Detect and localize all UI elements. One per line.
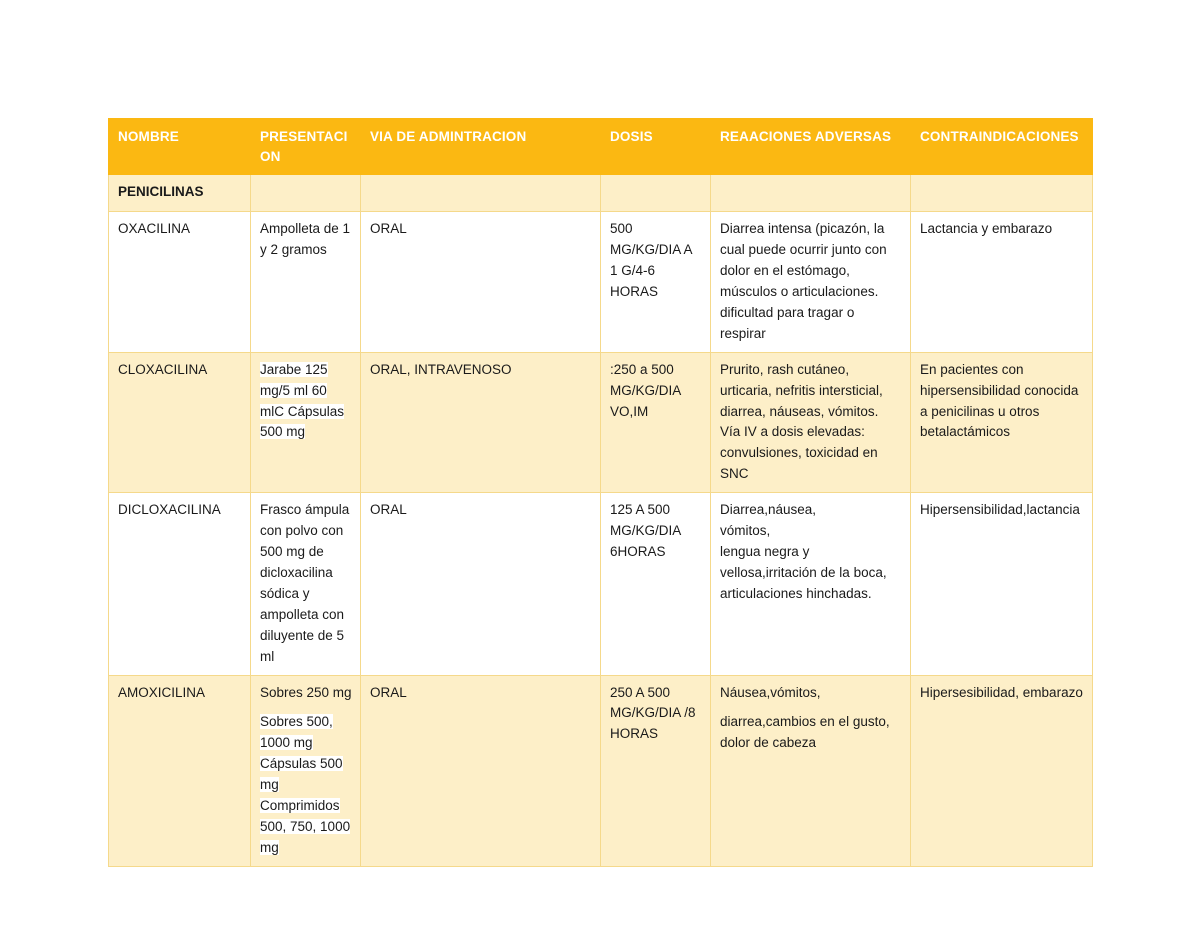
cell-reacciones: Prurito, rash cutáneo, urticaria, nefritis intersticial, diarrea, náuseas, vómitos. Vía IV a dosis elevadas: convulsiones, toxicidad en SNC [711,352,911,493]
table-body [109,175,1093,867]
cell-reacciones: Diarrea intensa (picazón, la cual puede ocurrir junto con dolor en el estómago, músculos o articulaciones. dificultad para tragar o respirar [711,212,911,353]
group-row-empty-presentacion [251,175,361,212]
cell-reacciones [711,675,911,866]
cell-presentacion [251,675,361,866]
cell-via: ORAL [361,493,601,675]
drug-table [108,118,1093,867]
group-row-empty-via [361,175,601,212]
table-header-row [109,119,1093,175]
cell-via: ORAL, INTRAVENOSO [361,352,601,493]
column-header-reacciones: REAACIONES ADVERSAS [711,119,911,175]
highlighted-text [720,683,902,755]
drug-table-container [108,118,1092,867]
reaction-line: Diarrea,náusea, [720,502,817,518]
reaction-line: vómitos, [720,523,771,539]
cell-contraindicaciones: En pacientes con hipersensibilidad conocida a penicilinas u otros betalactámicos [911,352,1093,493]
table-row [109,352,1093,493]
table-row [109,212,1093,353]
cell-via: ORAL [361,675,601,866]
reaction-line: lengua negra y vellosa,irritación de la boca, [720,544,887,580]
column-header-contraindicaciones: CONTRAINDICACIONES [911,119,1093,175]
table-row [109,675,1093,866]
cell-dosis: :250 a 500 MG/KG/DIA VO,IM [601,352,711,493]
cell-contraindicaciones: Lactancia y embarazo [911,212,1093,353]
column-header-nombre: NOMBRE [109,119,251,175]
group-row-empty-dosis [601,175,711,212]
cell-contraindicaciones: Hipersesibilidad, embarazo [911,675,1093,866]
table-row [109,493,1093,675]
reaction-line: articulaciones hinchadas. [720,585,872,601]
group-row-empty-reacciones [711,175,911,212]
cell-presentacion [251,352,361,493]
cell-nombre: CLOXACILINA [109,352,251,493]
cell-nombre: DICLOXACILINA [109,493,251,675]
highlighted-text: Sobres 500, 1000 mg Cápsulas 500 mg Comprimidos 500, 750, 1000 mg [260,714,351,856]
cell-dosis: 500 MG/KG/DIA A 1 G/4-6 HORAS [601,212,711,353]
table-group-row-penicilinas [109,175,1093,212]
highlighted-text: Jarabe 125 mg/5 ml 60 mlC Cápsulas 500 mg [260,361,345,440]
column-header-presentacion: PRESENTACI ON [251,119,361,175]
cell-dosis: 125 A 500 MG/KG/DIA 6HORAS [601,493,711,675]
reaction-line: diarrea,cambios en el gusto, dolor de cabeza [720,714,890,751]
reaction-line: Náusea,vómitos, [720,684,821,700]
group-row-label: PENICILINAS [109,175,251,212]
cell-contraindicaciones: Hipersensibilidad,lactancia [911,493,1093,675]
cell-via: ORAL [361,212,601,353]
column-header-dosis: DOSIS [601,119,711,175]
group-row-empty-contra [911,175,1093,212]
cell-presentacion: Frasco ámpula con polvo con 500 mg de dicloxacilina sódica y ampolleta con diluyente de 5 ml [251,493,361,675]
cell-reacciones [711,493,911,675]
cell-nombre: AMOXICILINA [109,675,251,866]
column-header-via: VIA DE ADMINTRACION [361,119,601,175]
cell-nombre: OXACILINA [109,212,251,353]
presentation-line: Sobres 250 mg [260,684,352,700]
cell-presentacion: Ampolleta de 1 y 2 gramos [251,212,361,353]
cell-dosis: 250 A 500 MG/KG/DIA /8 HORAS [601,675,711,866]
table-head [109,119,1093,175]
